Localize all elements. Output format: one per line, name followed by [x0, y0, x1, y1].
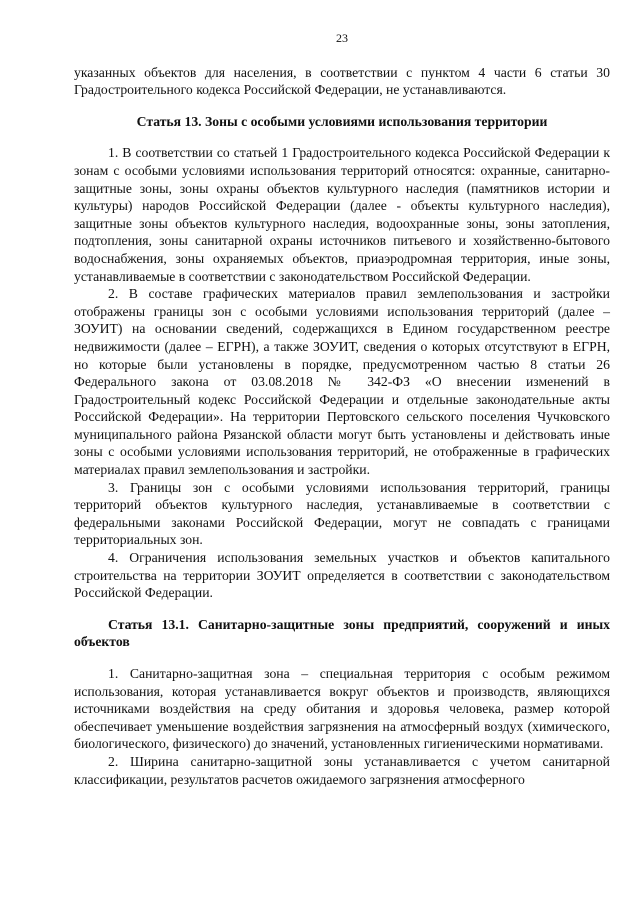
article-13-paragraph-2: 2. В составе графических материалов правил землепользования и застройки отображены границы зон с особыми условиями использования территорий (далее – ЗОУИТ) на основании сведений, содержащихся в Едином государственном реестре недвижимости (далее – ЕГРН), а также ЗОУИТ, сведения о которых отсутствуют в ЕГРН, но которые были установлены в порядке, предусмотренном частью 8 статьи 26 Федерального закона от 03.08.2018 № 342-ФЗ «О внесении изменений в Градостроительный кодекс Российской Федерации и отдельные законодательные акты Российской Федерации». На территории Пертовского сельского поселения Чучковского муниципального района Рязанской области могут быть установлены и действовать иные зоны с особыми условиями использования территорий, не отображенные в графических материалах правил землепользования и застройки.	[74, 286, 610, 478]
article-13-1-paragraph-1: 1. Санитарно-защитная зона – специальная территория с особым режимом использования, которая устанавливается вокруг объектов и производств, являющихся источниками воздействия на среду обитания и здоровья человека, размер которой обеспечивает уменьшение воздействия загрязнения на атмосферный воздух (химического, биологического, физического) до значений, установленных гигиеническими нормативами.	[74, 666, 610, 752]
article-13-paragraph-4: 4. Ограничения использования земельных участков и объектов капитального строительства на территории ЗОУИТ определяется в соответствии с законодательством Российской Федерации.	[74, 550, 610, 601]
article-13-1-paragraph-2: 2. Ширина санитарно-защитной зоны устанавливается с учетом санитарной классификации, результатов расчетов ожидаемого загрязнения атмосферного	[74, 753, 610, 787]
article-13-1-body	[74, 665, 610, 788]
article-13-1-heading: Статья 13.1. Санитарно-защитные зоны предприятий, сооружений и иных объектов	[74, 616, 610, 650]
page-number: 23	[336, 31, 348, 45]
document-page	[74, 30, 610, 788]
intro-paragraph: указанных объектов для населения, в соответствии с пунктом 4 части 6 статьи 30 Градостроительного кодекса Российской Федерации, не устанавливаются.	[74, 64, 610, 98]
article-13-body	[74, 144, 610, 601]
article-13-paragraph-1: 1. В соответствии со статьей 1 Градостроительного кодекса Российской Федерации к зонам с особыми условиями использования территорий относятся: охранные, санитарно-защитные зоны, зоны охраны объектов культурного наследия (памятников истории и культуры) народов Российской Федерации (далее - объекты культурного наследия), защитные зоны объектов культурного наследия, водоохранные зоны, зоны затопления, подтопления, зоны санитарной охраны источников питьевого и хозяйственно-бытового водоснабжения, зоны охраняемых объектов, приаэродромная территория, иные зоны, устанавливаемые в соответствии с законодательством Российской Федерации.	[74, 145, 610, 284]
article-13-heading: Статья 13. Зоны с особыми условиями использования территории	[136, 113, 548, 129]
article-13-paragraph-3: 3. Границы зон с особыми условиями использования территорий, границы территорий объектов культурного наследия, устанавливаемые в соответствии с федеральными законами Российской Федерации, могут не совпадать с границами территориальных зон.	[74, 479, 610, 548]
